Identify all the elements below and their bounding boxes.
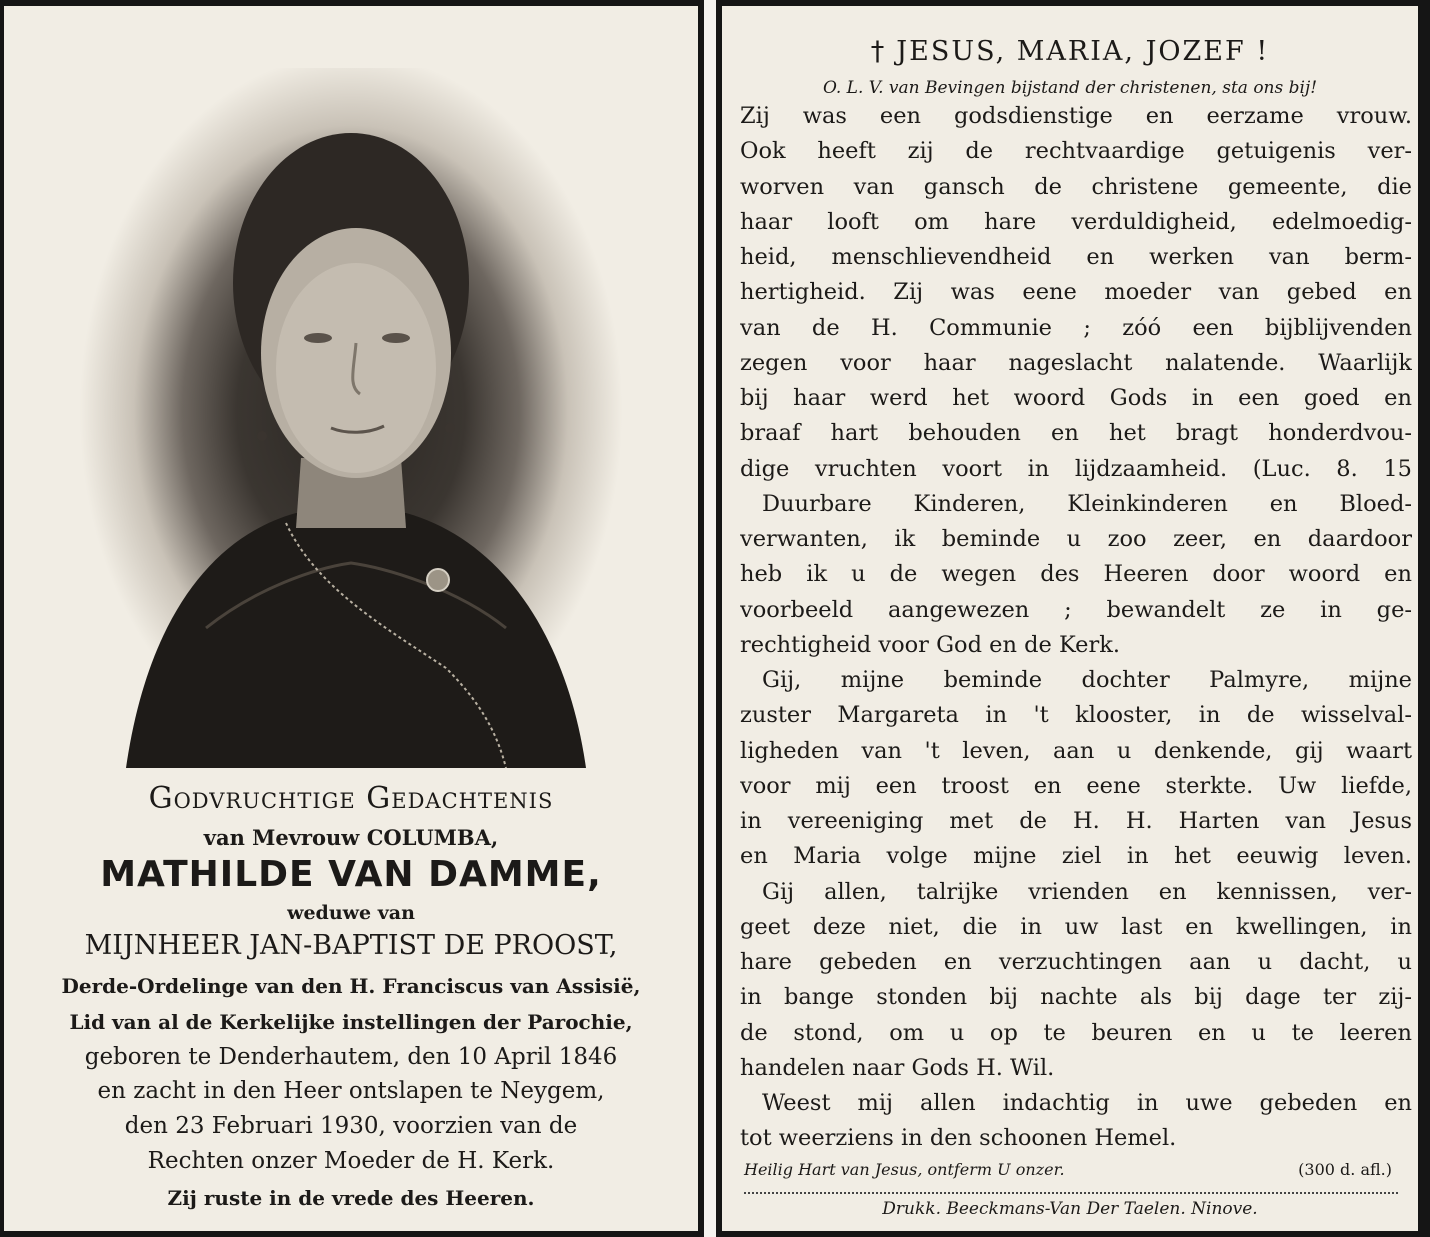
body-line: en Maria volge mijne ziel in het eeuwig leven.: [740, 843, 1412, 870]
portrait-figure: [56, 68, 646, 783]
rest-in-peace-line: Zij ruste in de vrede des Heeren.: [167, 1186, 535, 1210]
invocation-line: O. L. V. van Bevingen bijstand der christenen, sta ons bij!: [822, 78, 1318, 98]
body-line: de stond, om u op te beuren en u te leeren: [740, 1019, 1412, 1046]
body-line: voor mij een troost en eene sterkte. Uw liefde,: [740, 772, 1412, 799]
body-line: Ook heeft zij de rechtvaardige getuigenis ver-: [740, 138, 1412, 165]
body-line: Gij allen, talrijke vrienden en kennissen, ver-: [762, 878, 1412, 905]
body-line: Gij, mijne beminde dochter Palmyre, mijne: [762, 667, 1412, 693]
body-line: zuster Margareta in 't klooster, in de wisselval-: [740, 702, 1412, 729]
death-line: en zacht in den Heer ontslapen te Neygem,: [97, 1078, 605, 1104]
body-line: tot weerziens in den schoonen Hemel.: [740, 1125, 1177, 1152]
card-body-text: [740, 99, 1412, 1157]
body-line: zegen voor haar nageslacht nalatende. Waarlijk: [740, 349, 1412, 376]
body-line: geet deze niet, die in uw last en kwellingen, in: [740, 913, 1412, 940]
order-line: Derde-Ordelinge van den H. Franciscus van Assisië,: [61, 974, 641, 998]
body-line: heb ik u de wegen des Heeren door woord en: [740, 561, 1412, 588]
indulgence-note: (300 d. afl.): [1298, 1160, 1392, 1179]
portrait-photo: [56, 68, 646, 783]
body-line: heid, menschlievendheid en werken van berm-: [740, 244, 1412, 270]
mevrouw-line: van Mevrouw COLUMBA,: [203, 825, 499, 850]
deceased-name: MATHILDE VAN DAMME,: [100, 854, 602, 895]
body-line: worven van gansch de christene gemeente, die: [740, 173, 1412, 200]
body-line: handelen naar Gods H. Wil.: [740, 1054, 1055, 1081]
heading-text: JESUS, MARIA, JOZEF !: [896, 36, 1270, 67]
body-line: hertigheid. Zij was eene moeder van gebed en: [740, 279, 1412, 306]
body-line: Weest mij allen indachtig in uwe gebeden en: [762, 1090, 1412, 1116]
body-line: in vereeniging met de H. H. Harten van Jesus: [740, 808, 1412, 834]
member-line: Lid van al de Kerkelijke instellingen der Parochie,: [69, 1010, 633, 1034]
body-line: bij haar werd het woord Gods in een goed en: [740, 385, 1412, 411]
body-line: rechtigheid voor God en de Kerk.: [740, 631, 1121, 658]
body-line: Duurbare Kinderen, Kleinkinderen en Bloed-: [762, 490, 1412, 517]
widow-label: weduwe van: [287, 902, 415, 924]
cross-icon: †: [870, 36, 887, 67]
dotted-divider: [744, 1192, 1398, 1194]
sacred-heart-prayer: Heilig Hart van Jesus, ontferm U onzer.: [744, 1160, 1065, 1179]
body-line: verwanten, ik beminde u zoo zeer, en daardoor: [740, 526, 1412, 552]
prayer-heading: [722, 36, 1418, 67]
body-line: dige vruchten voort in lijdzaamheid. (Luc. 8. 15: [740, 455, 1412, 482]
memorial-card-left: [0, 0, 704, 1237]
husband-name: MIJNHEER JAN-BAPTIST DE PROOST,: [84, 930, 618, 961]
death-date-line: den 23 Februari 1930, voorzien van de: [124, 1113, 578, 1139]
body-line: hare gebeden en verzuchtingen aan u dacht, u: [740, 949, 1412, 975]
body-line: voorbeeld aangewezen ; bewandelt ze in ge-: [740, 596, 1412, 623]
birth-line: geboren te Denderhautem, den 10 April 1846: [84, 1044, 618, 1070]
body-line: braaf hart behouden en het bragt honderdvou-: [740, 420, 1412, 447]
body-line: van de H. Communie ; zóó een bijblijvenden: [740, 314, 1412, 341]
printer-credit: Drukk. Beeckmans-Van Der Taelen. Ninove.: [882, 1199, 1258, 1219]
body-line: in bange stonden bij nachte als bij dage ter zij-: [740, 984, 1412, 1011]
memorial-card-right: [716, 0, 1430, 1237]
card-title: Godvruchtige Gedachtenis: [148, 781, 554, 816]
body-line: haar looft om hare verduldigheid, edelmoedig-: [740, 208, 1412, 235]
body-line: ligheden van 't leven, aan u denkende, gij waart: [740, 737, 1412, 764]
body-line: Zij was een godsdienstige en eerzame vrouw.: [740, 103, 1412, 129]
rites-line: Rechten onzer Moeder de H. Kerk.: [147, 1148, 555, 1174]
